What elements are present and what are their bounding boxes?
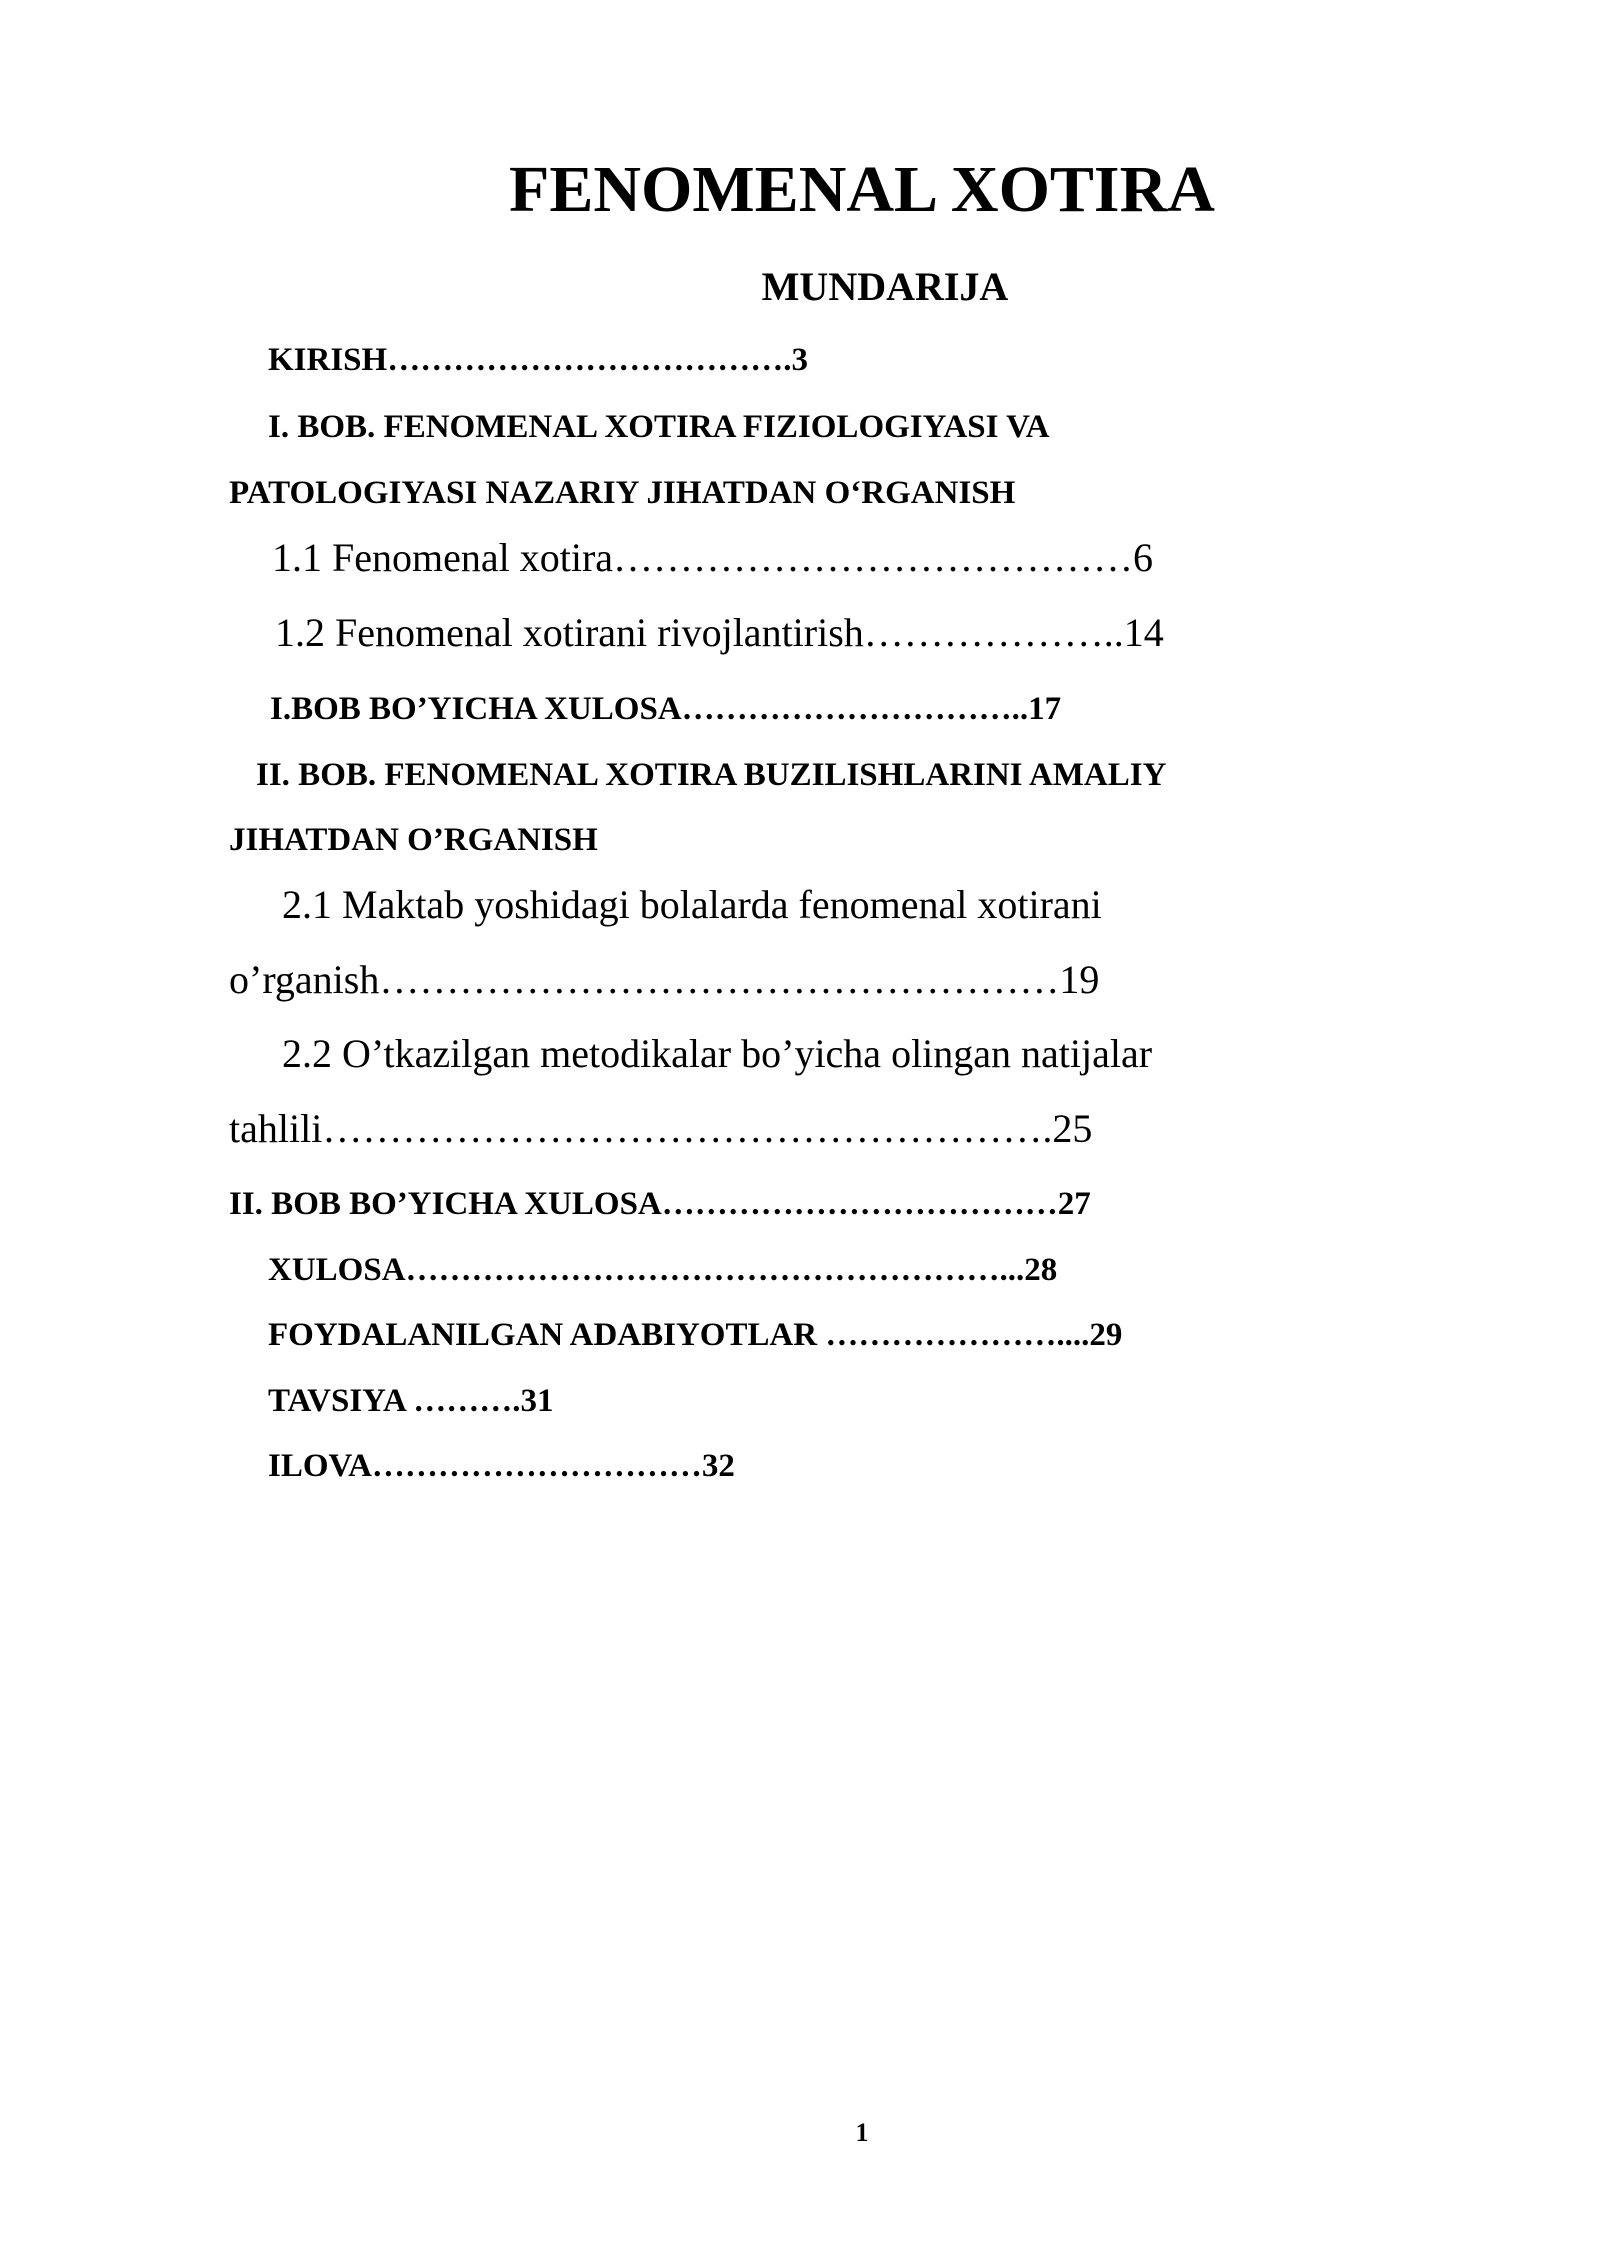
toc-entry-chapter-2-conclusion: II. BOB BO’YICHA XULOSA………………………………27: [229, 1186, 1091, 1222]
toc-entry-2-2-line-1: 2.2 O’tkazilgan metodikalar bo’yicha olingan natijalar: [282, 1031, 1153, 1076]
page-number: 1: [855, 2118, 869, 2147]
toc-entry-references: FOYDALANILGAN ADABIYOTLAR …………………....29: [268, 1317, 1123, 1353]
toc-entry-tavsiya: TAVSIYA ……….31: [268, 1383, 554, 1419]
toc-entry-2-2-line-2: tahlili……………………………………………….25: [229, 1106, 1093, 1151]
toc-entry-xulosa: XULOSA………………………………………………...28: [268, 1252, 1058, 1288]
toc-chapter-2-heading-line-1: II. BOB. FENOMENAL XOTIRA BUZILISHLARINI AMALIY: [256, 757, 1167, 793]
toc-entry-2-1-line-2: o’rganish……………………………………………19: [229, 957, 1100, 1002]
toc-chapter-1-heading-line-1: I. BOB. FENOMENAL XOTIRA FIZIOLOGIYASI VA: [268, 409, 1050, 445]
toc-entry-chapter-1-conclusion: I.BOB BO’YICHA XULOSA…………………………..17: [270, 691, 1062, 727]
toc-chapter-1-heading-line-2: PATOLOGIYASI NAZARIY JIHATDAN O‘RGANISH: [229, 475, 1016, 511]
toc-heading: MUNDARIJA: [761, 264, 1009, 309]
toc-entry-2-1-line-1: 2.1 Maktab yoshidagi bolalarda fenomenal xotirani: [282, 882, 1102, 927]
toc-entry-ilova: ILOVA…………………………32: [268, 1448, 735, 1484]
toc-entry-1-1: 1.1 Fenomenal xotira…………………………………6: [272, 535, 1154, 580]
toc-chapter-2-heading-line-2: JIHATDAN O’RGANISH: [229, 822, 598, 858]
document-title: FENOMENAL XOTIRA: [509, 153, 1215, 226]
toc-entry-kirish: KIRISH……………………………….3: [268, 342, 808, 378]
toc-entry-1-2: 1.2 Fenomenal xotirani rivojlantirish………………..14: [275, 610, 1164, 655]
